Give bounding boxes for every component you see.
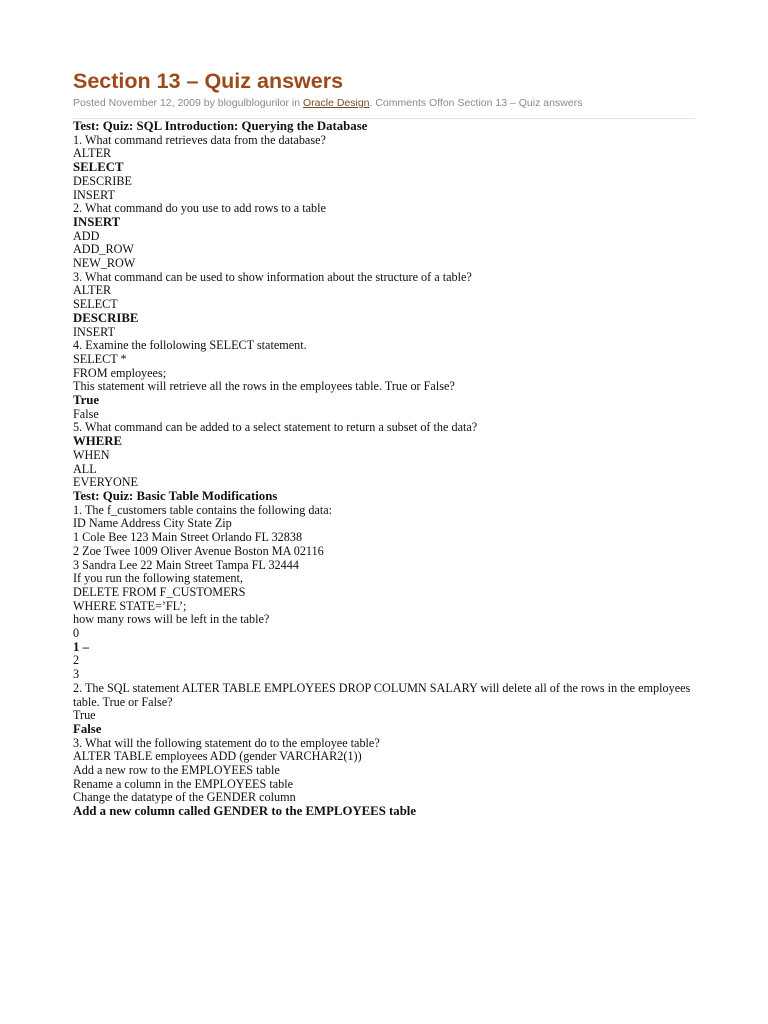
post-meta xyxy=(73,96,695,119)
content-line: 3 Sandra Lee 22 Main Street Tampa FL 32444 xyxy=(73,557,299,572)
content-line: 0 xyxy=(73,626,80,641)
content-line: ADD xyxy=(73,228,100,243)
content-line: 2 xyxy=(73,653,80,668)
content-line: 5. What command can be added to a select statement to return a subset of the data? xyxy=(73,420,478,435)
content-line: INSERT xyxy=(73,324,115,339)
category-link[interactable]: Oracle Design xyxy=(302,97,370,109)
content-line: This statement will retrieve all the rows in the employees table. True or False? xyxy=(73,379,455,394)
content-line: ALTER TABLE employees ADD (gender VARCHAR2(1)) xyxy=(73,749,362,764)
content-line: DELETE FROM F_CUSTOMERS xyxy=(73,584,246,599)
content-line: Rename a column in the EMPLOYEES table xyxy=(73,776,294,791)
content-line: WHEN xyxy=(73,447,110,462)
content-line: EVERYONE xyxy=(73,475,138,490)
content-line: False xyxy=(73,406,99,421)
content-line: 2. What command do you use to add rows to a table xyxy=(73,201,326,216)
post-title: Section 13 – Quiz answers xyxy=(73,69,344,93)
answer-line: DESCRIBE xyxy=(73,310,139,325)
content-line: Add a new row to the EMPLOYEES table xyxy=(73,763,280,778)
content-line: True xyxy=(73,708,96,723)
answer-line: INSERT xyxy=(73,214,121,229)
answer-line: WHERE xyxy=(73,434,123,449)
content-line: INSERT xyxy=(73,187,115,202)
post-meta-posted: Posted November 12, 2009 by blogulblogurilor in xyxy=(73,97,303,109)
answer-line: 1 – xyxy=(73,639,89,654)
content-line: If you run the following statement, xyxy=(73,571,243,586)
answer-line: False xyxy=(73,721,102,736)
content-line: WHERE STATE=’FL’; xyxy=(73,598,187,613)
post xyxy=(73,66,695,819)
content-line: ID Name Address City State Zip xyxy=(73,516,232,531)
answer-line: SELECT xyxy=(73,160,124,175)
content-line: 1. The f_customers table contains the following data: xyxy=(73,502,333,517)
content-line: 3. What command can be used to show information about the structure of a table? xyxy=(73,269,472,284)
content-line: 2 Zoe Twee 1009 Oliver Avenue Boston MA 02116 xyxy=(73,543,324,558)
content-line: ALTER xyxy=(73,146,112,161)
content-line: SELECT xyxy=(73,297,118,312)
answer-line: Test: Quiz: SQL Introduction: Querying the Database xyxy=(73,119,368,133)
content-line: 4. Examine the follolowing SELECT statement. xyxy=(73,338,307,353)
answer-line: Add a new column called GENDER to the EMPLOYEES table xyxy=(73,804,417,819)
content-line: FROM employees; xyxy=(73,365,167,380)
content-line: SELECT * xyxy=(73,351,127,366)
content-line: ADD_ROW xyxy=(73,242,134,257)
content-line: NEW_ROW xyxy=(73,256,136,271)
content-line: 1. What command retrieves data from the database? xyxy=(73,132,326,147)
content-line: ALTER xyxy=(73,283,112,298)
content-line: 2. The SQL statement ALTER TABLE EMPLOYEES DROP COLUMN SALARY will delete all of the rows in the employees table. True or False? xyxy=(73,680,691,709)
content-line: DESCRIBE xyxy=(73,173,132,188)
answer-line: True xyxy=(73,393,100,408)
post-content xyxy=(73,120,695,819)
content-line: 3 xyxy=(73,667,80,682)
content-line: how many rows will be left in the table? xyxy=(73,612,270,627)
content-line: 1 Cole Bee 123 Main Street Orlando FL 32838 xyxy=(73,530,303,545)
answer-line: Test: Quiz: Basic Table Modifications xyxy=(73,488,278,503)
content-line: ALL xyxy=(73,461,97,476)
content-line: Change the datatype of the GENDER column xyxy=(73,790,296,805)
post-meta-comments: . Comments Offon Section 13 – Quiz answers xyxy=(369,97,583,109)
content-line: 3. What will the following statement do to the employee table? xyxy=(73,735,380,750)
